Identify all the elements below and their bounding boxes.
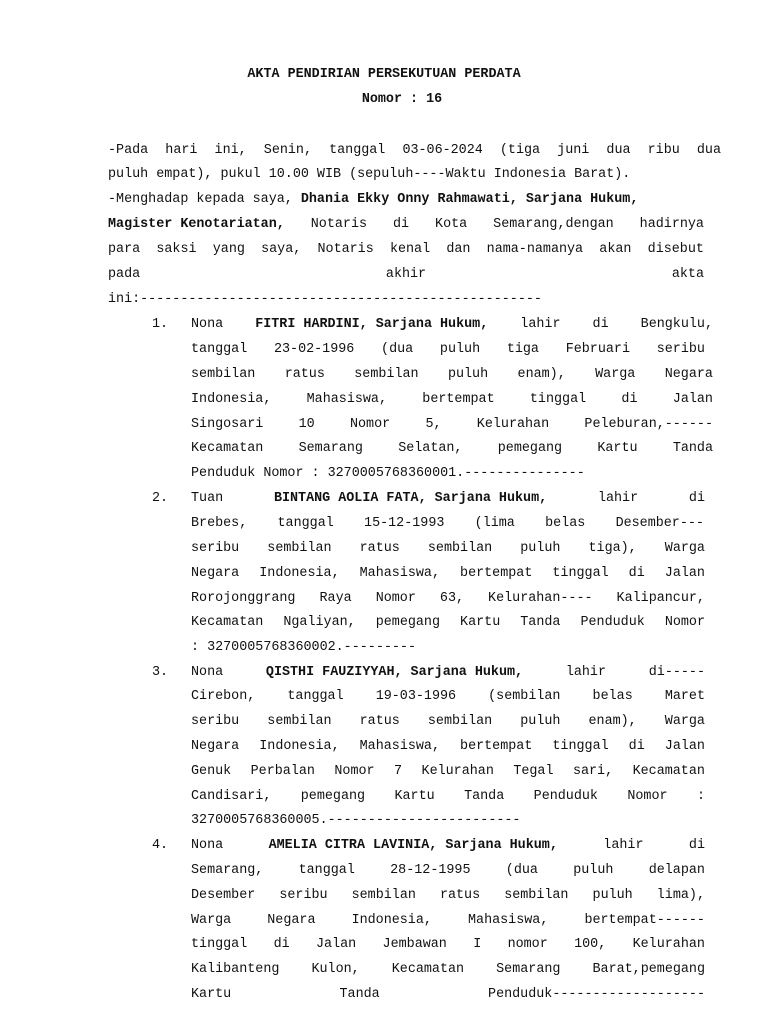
intro-line-3: -Menghadap kepada saya, Dhania Ekky Onny Rahmawati, Sarjana Hukum, — [108, 192, 639, 207]
list-item-1-line-2: tanggal 23-02-1996 (dua puluh tiga Februari seribu — [191, 342, 705, 357]
list-item-1-line-7: Penduduk Nomor : 3270005768360001.--------------- — [191, 466, 585, 481]
list-item-2-line-1: Tuan BINTANG AOLIA FATA, Sarjana Hukum, lahir di — [191, 491, 705, 506]
list-item-3-line-2: Cirebon, tanggal 19-03-1996 (sembilan belas Maret — [191, 689, 705, 704]
list-item-1-line-6: Kecamatan Semarang Selatan, pemegang Kartu Tanda — [191, 441, 713, 456]
list-item-3-line-4: Negara Indonesia, Mahasiswa, bertempat tinggal di Jalan — [191, 739, 705, 754]
list-item-4-line-5: tinggal di Jalan Jembawan I nomor 100, Kelurahan — [191, 937, 705, 952]
list-item-2-line-6: Kecamatan Ngaliyan, pemegang Kartu Tanda Penduduk Nomor — [191, 615, 705, 630]
intro-line-7: ini:-------------------------------------------------- — [108, 292, 542, 307]
list-item-2-line-5: Rorojonggrang Raya Nomor 63, Kelurahan---- Kalipancur, — [191, 591, 705, 606]
list-item-2-line-3: seribu sembilan ratus sembilan puluh tiga), Warga — [191, 541, 705, 556]
list-item-3-line-1: Nona QISTHI FAUZIYYAH, Sarjana Hukum, lahir di----- — [191, 665, 705, 680]
list-item-2-line-2: Brebes, tanggal 15-12-1993 (lima belas Desember--- — [191, 516, 704, 531]
intro-line-5: para saksi yang saya, Notaris kenal dan nama-namanya akan disebut — [108, 242, 704, 257]
list-item-1-line-1: Nona FITRI HARDINI, Sarjana Hukum, lahir di Bengkulu, — [191, 317, 713, 332]
list-item-4-line-3: Desember seribu sembilan ratus sembilan puluh lima), — [191, 888, 705, 903]
list-item-4-line-6: Kalibanteng Kulon, Kecamatan Semarang Barat,pemegang — [191, 962, 705, 977]
intro-line-6: pada akhir akta — [108, 267, 704, 282]
item-number: 4. — [152, 838, 169, 853]
list-item-1-line-3: sembilan ratus sembilan puluh enam), Warga Negara — [191, 367, 713, 382]
item-number: 1. — [152, 317, 169, 332]
deed-title: AKTA PENDIRIAN PERSEKUTUAN PERDATA — [247, 67, 521, 82]
list-item-1-line-5: Singosari 10 Nomor 5, Kelurahan Peleburan,------ — [191, 417, 713, 432]
list-item-2-line-4: Negara Indonesia, Mahasiswa, bertempat tinggal di Jalan — [191, 566, 705, 581]
list-item-3-line-6: Candisari, pemegang Kartu Tanda Penduduk Nomor : — [191, 789, 705, 804]
item-number: 3. — [152, 665, 169, 680]
intro-line-4: Magister Kenotariatan, Notaris di Kota Semarang,dengan hadirnya — [108, 217, 704, 232]
list-item-1-line-4: Indonesia, Mahasiswa, bertempat tinggal di Jalan — [191, 392, 713, 407]
list-item-4-line-1: Nona AMELIA CITRA LAVINIA, Sarjana Hukum, lahir di — [191, 838, 705, 853]
list-item-4-line-4: Warga Negara Indonesia, Mahasiswa, bertempat------ — [191, 913, 705, 928]
list-item-3-line-3: seribu sembilan ratus sembilan puluh enam), Warga — [191, 714, 705, 729]
list-item-2-line-7: : 3270005768360002.--------- — [191, 640, 416, 655]
list-item-3-line-5: Genuk Perbalan Nomor 7 Kelurahan Tegal sari, Kecamatan — [191, 764, 705, 779]
intro-line-1: -Pada hari ini, Senin, tanggal 03-06-2024 (tiga juni dua ribu dua — [108, 143, 721, 158]
item-number: 2. — [152, 491, 169, 506]
list-item-3-line-7: 3270005768360005.------------------------ — [191, 813, 521, 828]
intro-line-2: puluh empat), pukul 10.00 WIB (sepuluh----Waktu Indonesia Barat). — [108, 167, 631, 182]
deed-number: Nomor : 16 — [361, 92, 443, 107]
list-item-4-line-7: Kartu Tanda Penduduk------------------- — [191, 987, 705, 1002]
list-item-4-line-2: Semarang, tanggal 28-12-1995 (dua puluh delapan — [191, 863, 705, 878]
